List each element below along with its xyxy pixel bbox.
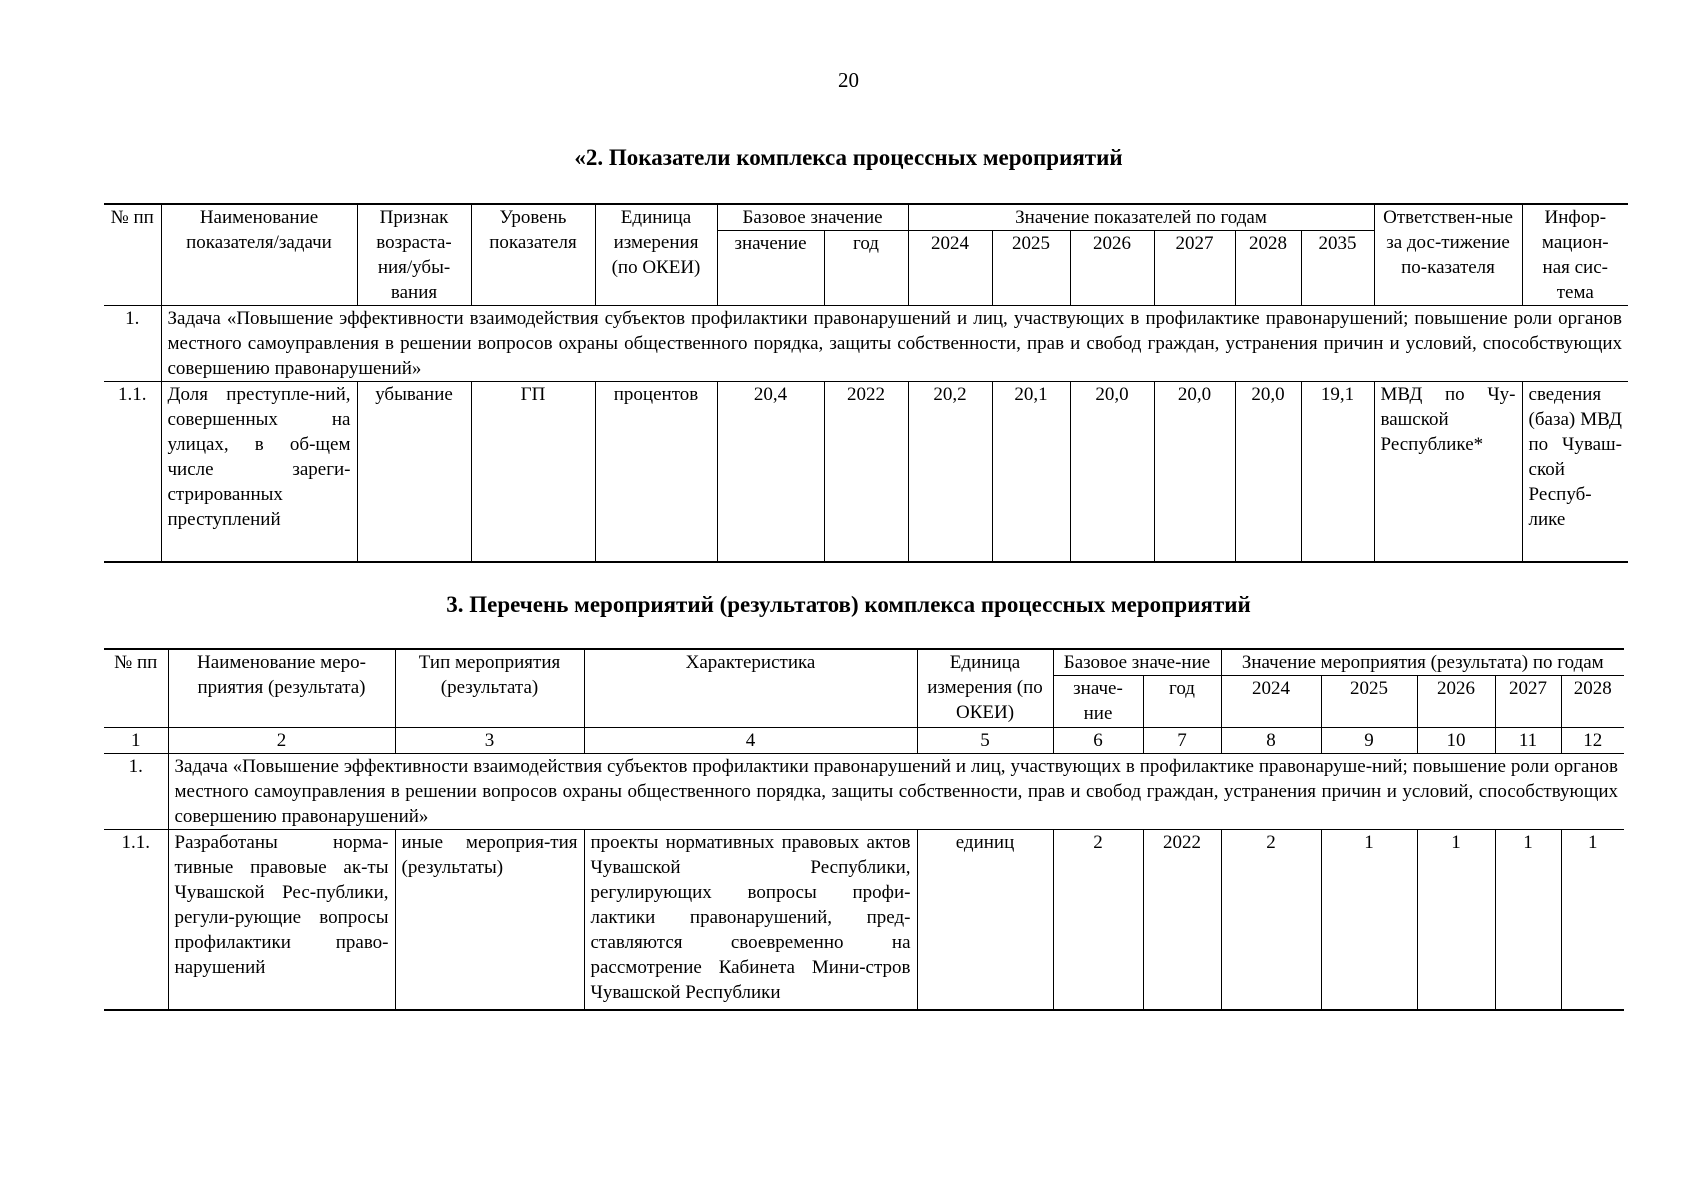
column-number: 4 xyxy=(584,728,917,754)
header-year: 2026 xyxy=(1070,231,1154,306)
header-base-value: значение xyxy=(717,231,824,306)
row-base-value: 20,4 xyxy=(717,382,824,562)
header-base-value: значе-ние xyxy=(1053,676,1143,728)
column-number: 5 xyxy=(917,728,1053,754)
header-year: 2025 xyxy=(992,231,1070,306)
task-text: Задача «Повышение эффективности взаимодействия субъектов профилактики правонарушений и лиц, участвующих в профилактике правонарушений; повышение роли органов местного самоуправления в решении вопросов охраны общественного порядка, защиты собственности, прав и свобод граждан, устранения причин и условий, способствующих совершению правонарушений» xyxy=(161,306,1628,382)
header-unit: Единица измерения (по ОКЕИ) xyxy=(595,204,717,306)
header-base: Базовое значение xyxy=(717,204,908,231)
row-num: 1.1. xyxy=(104,830,168,1010)
row-characteristic: проекты нормативных правовых актов Чувашской Республики, регулирующих вопросы профи-лактики правонарушений, пред-ставляются своевременно на рассмотрение Кабинета Мини-стров Чувашской Республики xyxy=(584,830,917,1010)
row-num: 1.1. xyxy=(104,382,161,562)
section-3-title: 3. Перечень мероприятий (результатов) комплекса процессных мероприятий xyxy=(446,592,1251,617)
activities-table xyxy=(104,648,1624,1011)
row-value: 20,2 xyxy=(908,382,992,562)
task-num: 1. xyxy=(104,754,168,830)
header-num: № пп xyxy=(104,204,161,306)
column-number: 1 xyxy=(104,728,168,754)
header-by-years: Значение мероприятия (результата) по годам xyxy=(1221,649,1624,676)
row-value: 1 xyxy=(1417,830,1495,1010)
column-number: 2 xyxy=(168,728,395,754)
header-year: 2027 xyxy=(1154,231,1235,306)
column-number: 8 xyxy=(1221,728,1321,754)
header-year: 2024 xyxy=(1221,676,1321,728)
row-unit: единиц xyxy=(917,830,1053,1010)
row-value: 19,1 xyxy=(1301,382,1374,562)
header-year: 2026 xyxy=(1417,676,1495,728)
header-year: 2024 xyxy=(908,231,992,306)
row-name: Разработаны норма-тивные правовые ак-ты Чувашской Рес-публики, регули-рующие вопросы профилактики право-нарушений xyxy=(168,830,395,1010)
header-type: Тип мероприятия (результата) xyxy=(395,649,584,728)
column-number: 12 xyxy=(1561,728,1624,754)
column-number: 10 xyxy=(1417,728,1495,754)
row-unit: процентов xyxy=(595,382,717,562)
row-type: иные мероприя-тия (результаты) xyxy=(395,830,584,1010)
page-number: 20 xyxy=(838,68,859,92)
row-base-year: 2022 xyxy=(824,382,908,562)
row-value: 1 xyxy=(1495,830,1561,1010)
header-year: 2025 xyxy=(1321,676,1417,728)
row-base-value: 2 xyxy=(1053,830,1143,1010)
row-value: 2 xyxy=(1221,830,1321,1010)
row-name: Доля преступле-ний, совершенных на улицах, в об-щем числе зареги-стрированных преступлений xyxy=(161,382,357,562)
column-number: 7 xyxy=(1143,728,1221,754)
header-characteristic: Характеристика xyxy=(584,649,917,728)
section-2-title: «2. Показатели комплекса процессных мероприятий xyxy=(574,145,1123,170)
indicators-table xyxy=(104,203,1628,563)
row-responsible: МВД по Чу-вашской Республике* xyxy=(1374,382,1522,562)
header-year: 2028 xyxy=(1561,676,1624,728)
header-base-year: год xyxy=(824,231,908,306)
header-base-year: год xyxy=(1143,676,1221,728)
row-base-year: 2022 xyxy=(1143,830,1221,1010)
task-num: 1. xyxy=(104,306,161,382)
header-responsible: Ответствен-ные за дос-тижение по-казателя xyxy=(1374,204,1522,306)
column-number: 9 xyxy=(1321,728,1417,754)
row-value: 20,1 xyxy=(992,382,1070,562)
row-value: 1 xyxy=(1561,830,1624,1010)
column-number: 3 xyxy=(395,728,584,754)
header-info-system: Инфор-мацион-ная сис-тема xyxy=(1522,204,1628,306)
row-value: 20,0 xyxy=(1070,382,1154,562)
row-value: 20,0 xyxy=(1235,382,1301,562)
header-unit: Единица измерения (по ОКЕИ) xyxy=(917,649,1053,728)
header-year: 2035 xyxy=(1301,231,1374,306)
column-number: 11 xyxy=(1495,728,1561,754)
task-text: Задача «Повышение эффективности взаимодействия субъектов профилактики правонарушений и лиц, участвующих в профилактике правонаруше-ний; повышение роли органов местного самоуправления в решении вопросов охраны общественного порядка, защиты собственности, прав и свобод граждан, устранения причин и условий, способствующих совершению правонарушений» xyxy=(168,754,1624,830)
header-name: Наименование меро-приятия (результата) xyxy=(168,649,395,728)
row-value: 1 xyxy=(1321,830,1417,1010)
header-by-years: Значение показателей по годам xyxy=(908,204,1374,231)
header-year: 2027 xyxy=(1495,676,1561,728)
row-sign: убывание xyxy=(357,382,471,562)
header-level: Уровень показателя xyxy=(471,204,595,306)
row-level: ГП xyxy=(471,382,595,562)
header-sign: Признак возраста-ния/убы-вания xyxy=(357,204,471,306)
row-info-system: сведения (база) МВД по Чуваш-ской Респуб-лике xyxy=(1522,382,1628,562)
header-num: № пп xyxy=(104,649,168,728)
header-name: Наименование показателя/задачи xyxy=(161,204,357,306)
header-year: 2028 xyxy=(1235,231,1301,306)
column-number: 6 xyxy=(1053,728,1143,754)
row-value: 20,0 xyxy=(1154,382,1235,562)
header-base: Базовое значе-ние xyxy=(1053,649,1221,676)
